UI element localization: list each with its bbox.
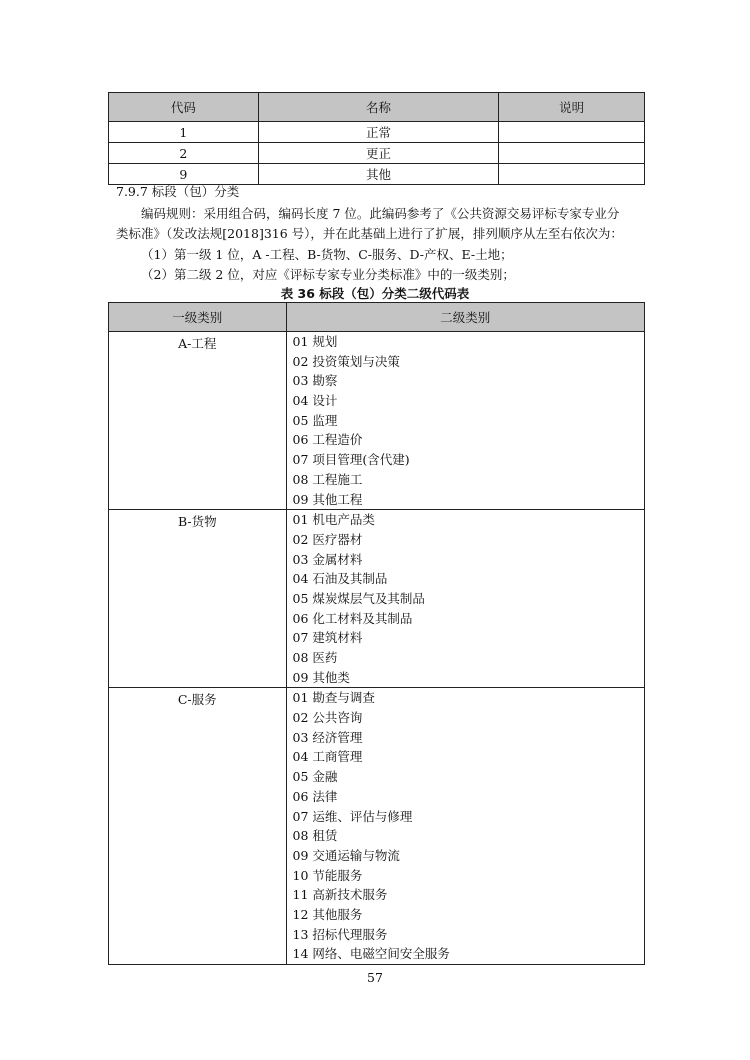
- list-item: 11 高新技术服务: [292, 887, 388, 903]
- list-item: 06 法律: [292, 788, 338, 804]
- paragraph-line: 编码规则：采用组合码，编码长度 7 位。此编码参考了《公共资源交易评标专家专业分: [141, 206, 620, 221]
- list-item: 12 其他服务: [292, 906, 363, 922]
- name-cell: 更正: [258, 143, 499, 164]
- list-item: （1）第一级 1 位，A -工程、B-货物、C-服务、D-产权、E-土地；: [141, 247, 513, 262]
- name-cell: 其他: [258, 164, 499, 185]
- list-item: 07 建筑材料: [292, 630, 363, 646]
- note-cell: [499, 164, 645, 185]
- table-header-row: [109, 93, 645, 122]
- list-item: 13 招标代理服务: [292, 926, 388, 942]
- column-header: 代码: [109, 93, 259, 122]
- list-item: 03 金属材料: [292, 551, 363, 567]
- section-heading: 7.9.7 标段（包）分类: [116, 184, 240, 199]
- column-header: 一级类别: [109, 303, 287, 332]
- code-cell: 9: [109, 164, 259, 185]
- list-item: 04 石油及其制品: [292, 571, 388, 587]
- list-item: 01 机电产品类: [292, 512, 375, 528]
- list-item: 06 化工材料及其制品: [292, 610, 413, 626]
- list-item: 05 煤炭煤层气及其制品: [292, 590, 425, 606]
- table-row: [109, 510, 645, 688]
- list-item: 02 投资策划与决策: [292, 353, 400, 369]
- table-row: [109, 143, 645, 164]
- table-row: [109, 122, 645, 143]
- list-item: 09 其他工程: [292, 491, 363, 507]
- category-cell: B-货物: [109, 510, 287, 688]
- subcategory-list: [286, 688, 644, 965]
- list-item: 01 勘查与调查: [292, 690, 375, 706]
- category-cell: C-服务: [109, 688, 287, 965]
- list-item: 09 交通运输与物流: [292, 847, 400, 863]
- list-item: 02 公共咨询: [292, 710, 363, 726]
- column-header: 说明: [499, 93, 645, 122]
- category-code-table: [108, 302, 645, 965]
- code-cell: 1: [109, 122, 259, 143]
- list-item: 06 工程造价: [292, 432, 363, 448]
- name-cell: 正常: [258, 122, 499, 143]
- list-item: 10 节能服务: [292, 867, 363, 883]
- list-item: 03 勘察: [292, 373, 338, 389]
- list-item: 08 工程施工: [292, 471, 363, 487]
- subcategory-list: [286, 332, 644, 510]
- note-cell: [499, 143, 645, 164]
- list-item: 08 医药: [292, 650, 338, 665]
- list-item: 02 医疗器材: [292, 531, 363, 547]
- list-item: （2）第二级 2 位，对应《评标专家专业分类标准》中的一级类别；: [141, 267, 515, 282]
- list-item: 04 设计: [292, 393, 338, 409]
- list-item: 05 监理: [292, 412, 338, 428]
- table-header-row: [109, 303, 645, 332]
- table-row: [109, 688, 645, 965]
- note-cell: [499, 122, 645, 143]
- list-item: 05 金融: [292, 769, 338, 785]
- column-header: 名称: [258, 93, 499, 122]
- column-header: 二级类别: [286, 303, 644, 332]
- list-item: 14 网络、电磁空间安全服务: [292, 946, 450, 962]
- table-caption: 表 36 标段（包）分类二级代码表: [280, 286, 470, 301]
- table-row: [109, 332, 645, 510]
- category-cell: A-工程: [109, 332, 287, 510]
- list-item: 08 租赁: [292, 828, 338, 844]
- code-cell: 2: [109, 143, 259, 164]
- list-item: 01 规划: [292, 334, 338, 349]
- list-item: 04 工商管理: [292, 749, 363, 765]
- list-item: 07 运维、评估与修理: [292, 808, 413, 824]
- list-item: 03 经济管理: [292, 729, 363, 745]
- list-item: 07 项目管理(含代建): [292, 452, 410, 468]
- list-item: 09 其他类: [292, 669, 350, 685]
- page-number: 57: [367, 970, 383, 985]
- paragraph-line: 类标准》（发改法规[2018]316 号），并在此基础上进行了扩展，排列顺序从左至右依次为：: [116, 226, 623, 241]
- subcategory-list: [286, 510, 644, 688]
- status-code-table: [108, 92, 645, 185]
